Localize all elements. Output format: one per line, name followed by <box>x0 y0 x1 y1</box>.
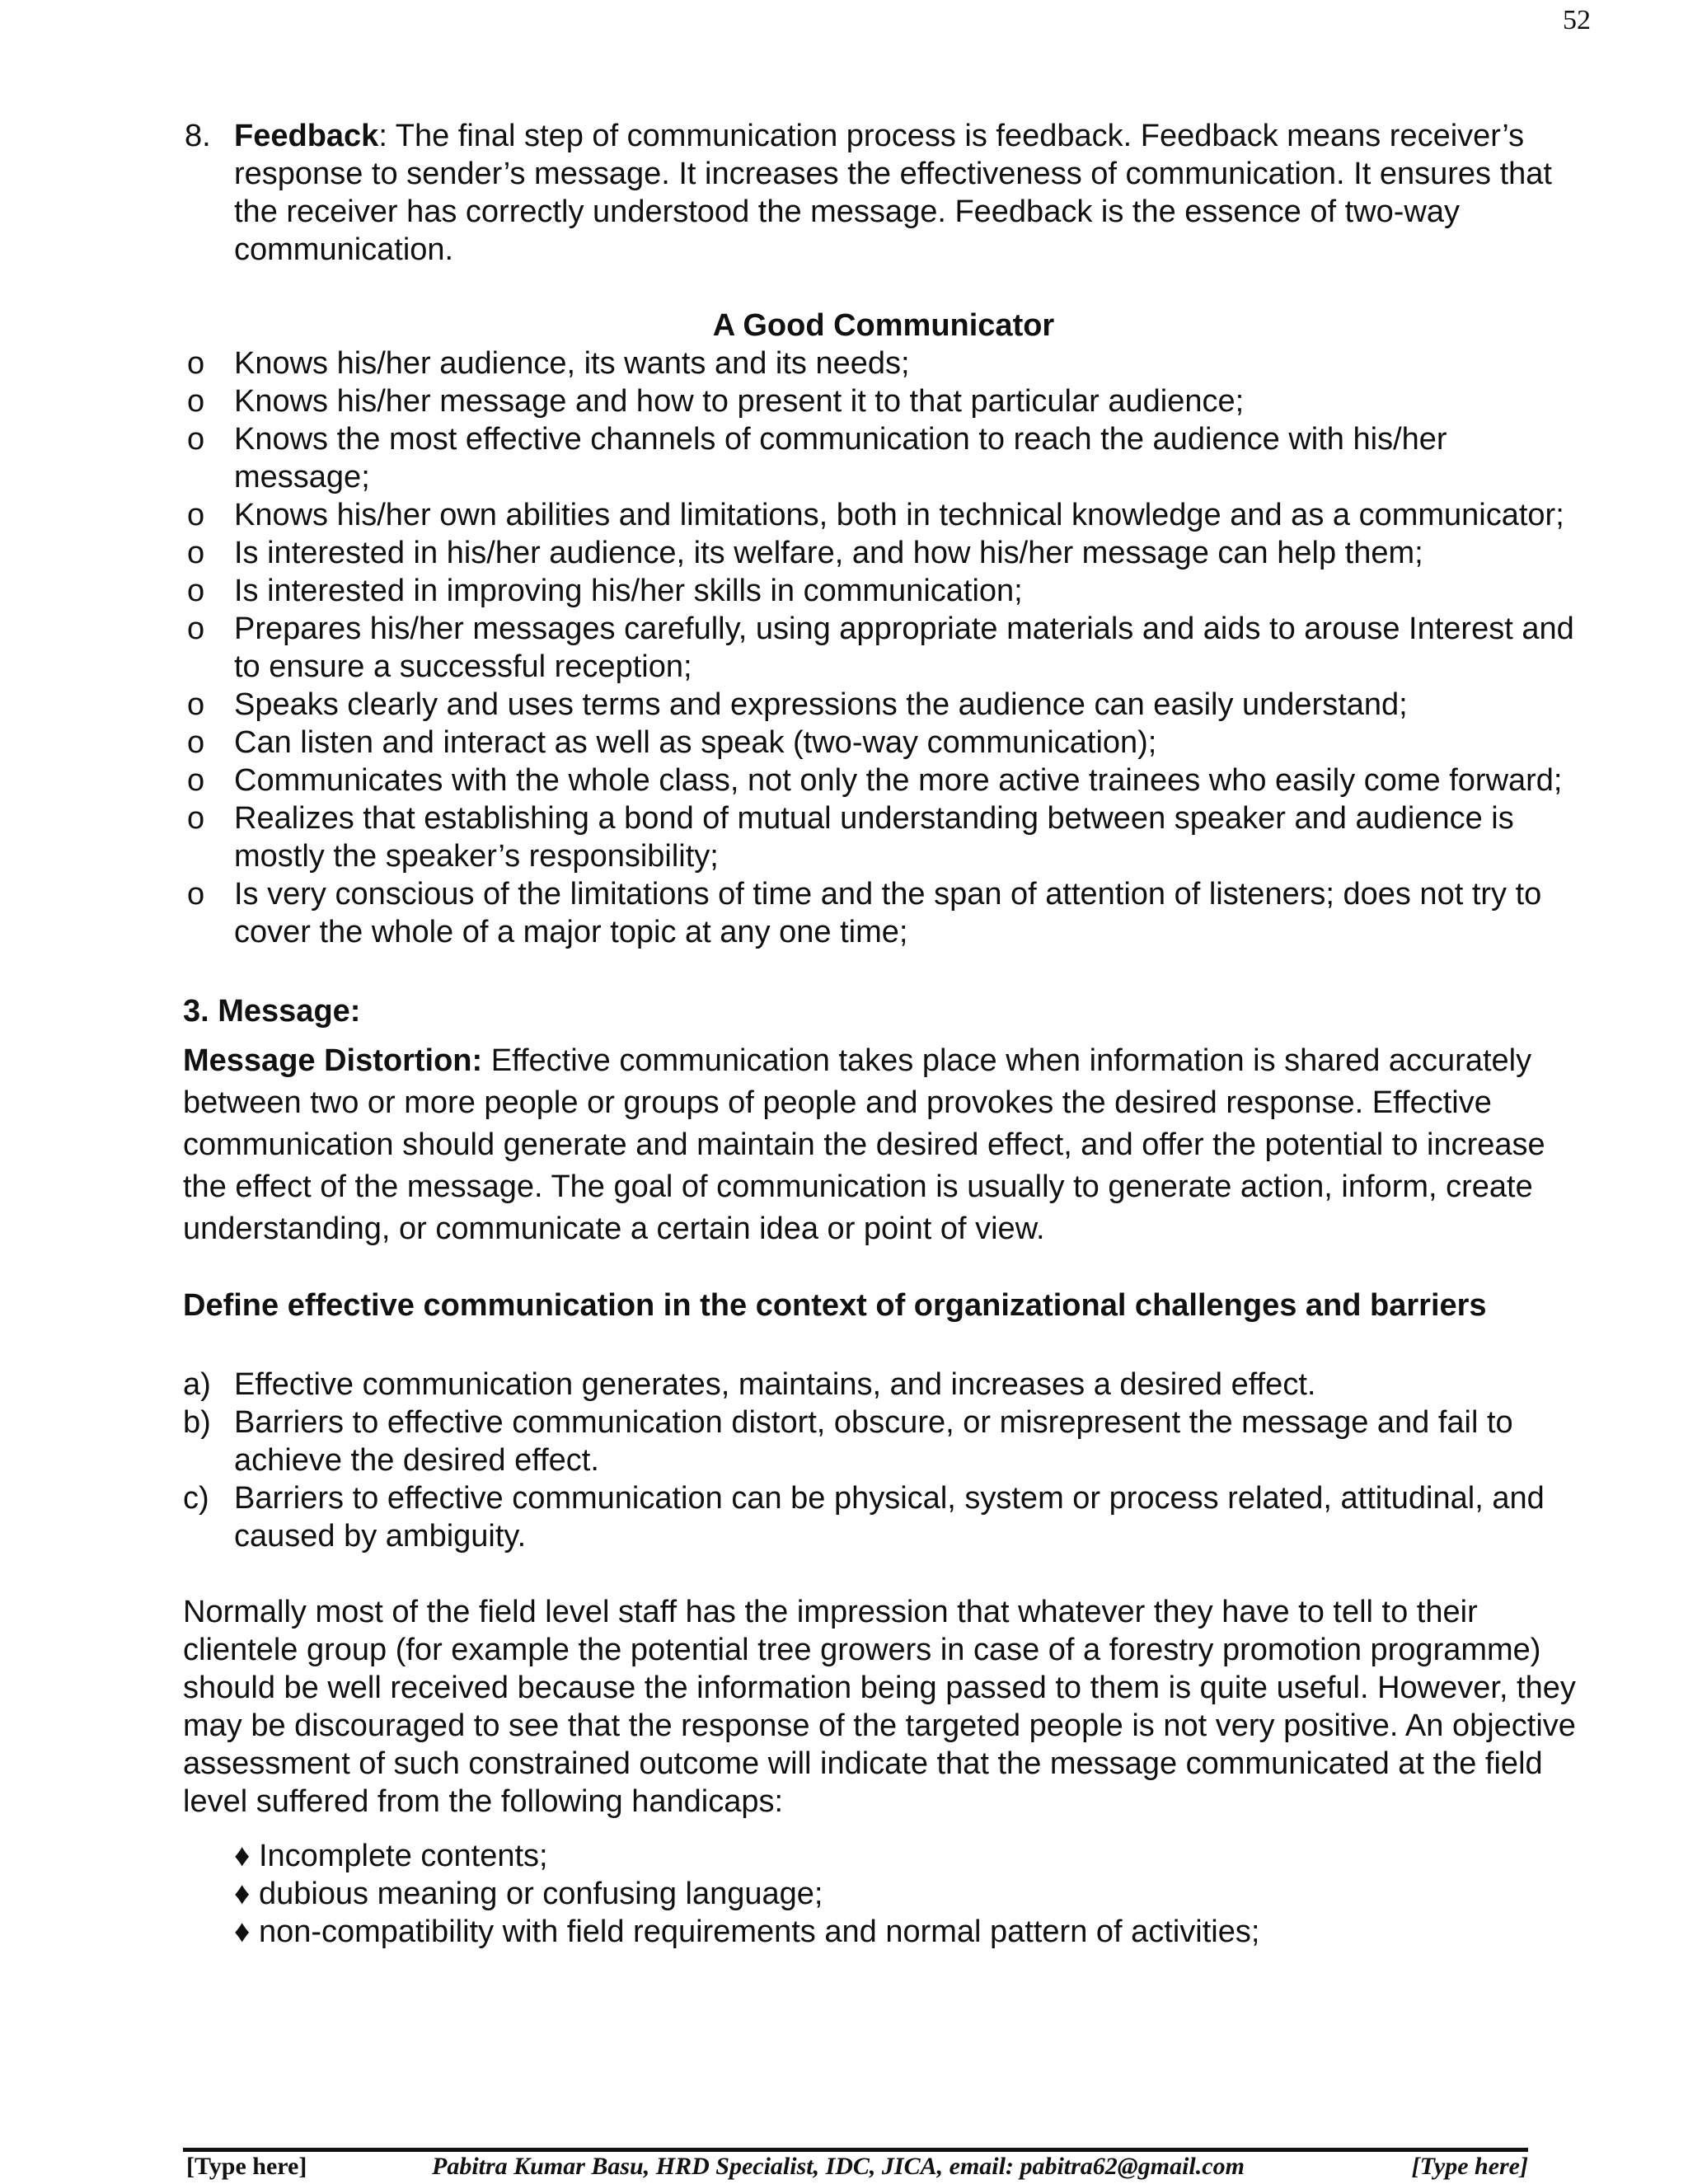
list-item: a) Effective communication generates, maintains, and increases a desired effect. <box>183 1367 1316 1402</box>
footer-center: Pabitra Kumar Basu, HRD Specialist, IDC, JICA, email: pabitra62@gmail.com <box>432 2153 1245 2180</box>
circle-bullet-icon: o <box>187 498 205 532</box>
footer-left: [Type here] <box>186 2153 307 2180</box>
good-communicator-heading: A Good Communicator <box>712 308 1055 343</box>
circle-bullet-icon: o <box>187 384 205 419</box>
list-item: o Communicates with the whole class, not only the more active trainees who easily come forward; <box>187 763 1563 798</box>
barriers-list <box>183 1366 1584 1555</box>
list-marker: b) <box>183 1405 211 1440</box>
list-marker: c) <box>183 1481 209 1516</box>
circle-bullet-icon: o <box>187 574 205 608</box>
list-item: o Knows the most effective channels of communication to reach the audience with his/her message; <box>187 422 1447 494</box>
field-staff-paragraph: Normally most of the field level staff has the impression that whatever they have to tell to their clientele group (for example the potential tree growers in case of a forestry promotion programme) should be well received because the information being passed to them is quite useful. However, they may be discouraged to see that the response of the targeted people is not very positive. An objective assessment of such constrained outcome will indicate that the message communicated at the field level suffered from the following handicaps: <box>183 1595 1576 1819</box>
distortion-text: Effective communication takes place when information is shared accurately between two or more people or groups of people and provokes the desired response. Effective communication should generate and maintain the desired effect, and offer the potential to increase the effect of the message. The goal of communication is usually to generate action, inform, create understanding, or communicate a certain idea or point of view. <box>183 1043 1545 1246</box>
circle-bullet-icon: o <box>187 763 205 798</box>
circle-bullet-icon: o <box>187 536 205 570</box>
list-item: o Can listen and interact as well as speak (two-way communication); <box>187 725 1157 760</box>
handicaps-list <box>183 1837 1584 1951</box>
list-item: o Knows his/her message and how to present it to that particular audience; <box>187 384 1245 419</box>
list-marker: a) <box>183 1367 211 1402</box>
list-item: o Is interested in his/her audience, its welfare, and how his/her message can help them; <box>187 536 1423 570</box>
list-item: ♦ dubious meaning or confusing language; <box>234 1877 823 1911</box>
circle-bullet-icon: o <box>187 801 205 836</box>
circle-bullet-icon: o <box>187 422 205 457</box>
list-item: o Prepares his/her messages carefully, using appropriate materials and aids to arouse Interest and to ensure a successful reception; <box>187 612 1574 684</box>
list-item: b) Barriers to effective communication distort, obscure, or misrepresent the message and fail to achieve the desired effect. <box>183 1405 1513 1478</box>
feedback-list-item <box>183 117 1584 269</box>
page-content <box>183 117 1584 1951</box>
list-item: o Is very conscious of the limitations of time and the span of attention of listeners; does not try to cover the whole of a major topic at any one time; <box>187 877 1542 949</box>
circle-bullet-icon: o <box>187 612 205 646</box>
feedback-text: : The final step of communication process is feedback. Feedback means receiver’s response to sender’s message. It increases the effectiveness of communication. It ensures that the receiver has correctly understood the message. Feedback is the essence of two-way communication. <box>234 119 1552 267</box>
list-item: o Realizes that establishing a bond of mutual understanding between speaker and audience is mostly the speaker’s responsibility; <box>187 801 1514 874</box>
list-item: c) Barriers to effective communication can be physical, system or process related, attitudinal, and caused by ambiguity. <box>183 1481 1545 1554</box>
message-section-heading: 3. Message: <box>183 994 361 1029</box>
list-item: ♦ Incomplete contents; <box>234 1839 548 1873</box>
list-item: ♦ non-compatibility with field requirements and normal pattern of activities; <box>234 1915 1260 1949</box>
list-item: o Is interested in improving his/her skills in communication; <box>187 574 1023 608</box>
page-number: 52 <box>1563 5 1591 35</box>
list-number: 8. <box>185 119 211 153</box>
footer-right: [Type here] <box>1411 2153 1528 2180</box>
list-item: o Speaks clearly and uses terms and expressions the audience can easily understand; <box>187 687 1408 722</box>
circle-bullet-icon: o <box>187 687 205 722</box>
define-section-heading: Define effective communication in the context of organizational challenges and barriers <box>183 1288 1487 1323</box>
feedback-term: Feedback <box>234 119 379 153</box>
circle-bullet-icon: o <box>187 346 205 381</box>
good-communicator-list <box>183 344 1584 951</box>
circle-bullet-icon: o <box>187 725 205 760</box>
distortion-term: Message Distortion: <box>183 1043 483 1078</box>
list-item: o Knows his/her own abilities and limitations, both in technical knowledge and as a communicator; <box>187 498 1564 532</box>
message-distortion-paragraph <box>183 1040 1584 1250</box>
list-item: o Knows his/her audience, its wants and its needs; <box>187 346 910 381</box>
circle-bullet-icon: o <box>187 877 205 912</box>
